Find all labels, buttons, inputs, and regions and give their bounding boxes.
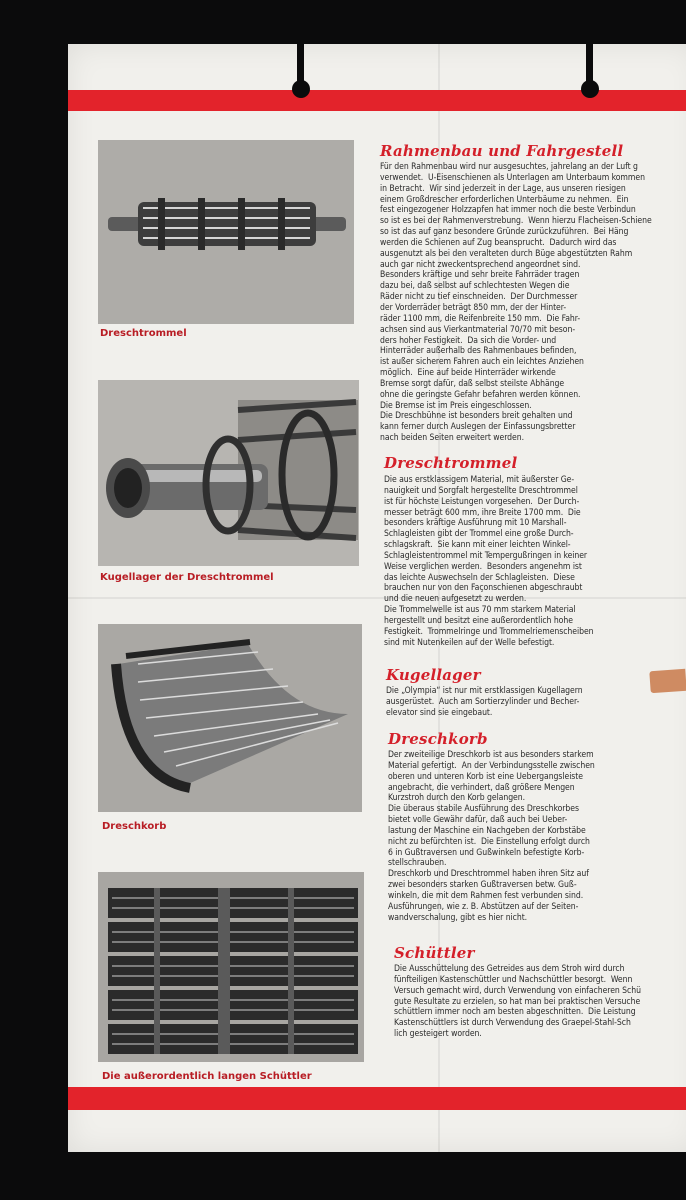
photo-dreschtrommel [98, 140, 354, 324]
caption-schuettler: Die außerordentlich langen Schüttler [102, 1071, 312, 1082]
heading-dreschtrommel: Dreschtrommel [384, 454, 518, 472]
heading-rahmenbau: Rahmenbau und Fahrgestell [380, 142, 624, 160]
text-dreschtrommel: Die aus erstklassigem Material, mit äußerster Ge- nauigkeit und Sorgfalt hergestellte Dreschtrommel ist für höchste Leistungen vorgesehen. Der Durch- messer beträgt 600 mm, ihre Breite 1700 mm. Die besonders kräftige Ausführung mit 10 Marshall- Schlagleisten gibt der Trommel eine große Durch- schlagskraft. Sie kann mit einer leichten Winkel- Schlagleistentrommel mit Tempergußringen in keiner Weise verglichen werden. Besonders angenehm ist das leichte Auswechseln der Schlagleisten. Diese brauchen nur von den Façonschienen abgeschraubt und die neuen aufgesetzt zu werden. Die Trommelwelle ist aus 70 mm starkem Material hergestellt und besitzt eine außerordentlich hohe Festigkeit. Trommelringe und Trommelriemenscheiben sind mit Nutenkeilen auf der Welle befestigt. [384, 475, 594, 648]
text-dreschkorb: Der zweiteilige Dreschkorb ist aus besonders starkem Material gefertigt. An der Verbindungsstelle zwischen oberen und unteren Korb ist eine Uebergangsleiste angebracht, die verhindert, daß größere Mengen Kurzstroh durch den Korb gelangen. Die überaus stabile Ausführung des Dreschkorbes bietet volle Gewähr dafür, daß auch bei Ueber- lastung der Maschine ein Nachgeben der Korbstäbe nicht zu befürchten ist. Die Einstellung erfolgt durch 6 in Gußtraversen und Gußwinkeln befestigte Korb- stellschrauben. Dreschkorb und Dreschtrommel haben ihren Sitz auf zwei besonders starken Gußtraversen betw. Guß- winkeln, die mit dem Rahmen fest verbunden sind. Ausführungen, wie z. B. Abstützen auf der Seiten- wandverschalung, gibt es hier nicht. [388, 750, 595, 923]
bottom-red-band [68, 1087, 686, 1110]
hanging-string-left [297, 36, 304, 86]
punch-hole-right [581, 80, 599, 98]
photo-kugellager [98, 380, 359, 566]
caption-dreschtrommel: Dreschtrommel [100, 328, 187, 339]
adjacent-page-tab [649, 669, 686, 693]
photo-schuettler [98, 872, 364, 1062]
caption-kugellager: Kugellager der Dreschtrommel [100, 572, 274, 583]
heading-kugellager: Kugellager [386, 666, 481, 684]
caption-dreschkorb: Dreschkorb [102, 821, 167, 832]
text-schuettler: Die Ausschüttelung des Getreides aus dem Stroh wird durch fünfteiligen Kastenschüttler und Nachschüttler besorgt. Wenn Versuch gemacht wird, durch Verwendung von einfacheren Schü gute Resultate zu erzielen, so hat man bei praktischen Versuche schüttlern immer noch am besten abgeschnitten. Die Leistung Kastenschüttlers ist durch Verwendung des Graepel-Stahl-Sch lich gesteigert worden. [394, 964, 641, 1040]
photo-dreschkorb [98, 624, 362, 812]
heading-schuettler: Schüttler [394, 944, 475, 962]
punch-hole-left [292, 80, 310, 98]
text-kugellager: Die „Olympia“ ist nur mit erstklassigen Kugellagern ausgerüstet. Auch am Sortierzylinder und Becher- elevator sind sie eingebaut. [386, 686, 583, 718]
text-rahmenbau: Für den Rahmenbau wird nur ausgesuchtes, jahrelang an der Luft g verwendet. U-Eisenschienen als Unterlagen am Unterbaum kommen in Betracht. Wir sind jederzeit in der Lage, aus unseren riesigen einem Großdrescher erforderlichen Unterbäume zu nehmen. Ein fest eingezogener Holzzapfen hat immer noch die beste Verbindun so ist es bei der Rahmenverstrebung. Wenn hierzu Flacheisen-Schiene so ist das auf ganz besondere Gründe zurückzuführen. Bei Häng werden die Schienen auf Zug beansprucht. Dadurch wird das ausgenutzt als bei den veralteten durch Büge abgestützten Rahm auch gar nicht zweckentsprechend angeordnet sind. Besonders kräftige und sehr breite Fahrräder tragen dazu bei, daß selbst auf schlechtesten Wegen die Räder nicht zu tief einschneiden. Der Durchmesser der Vorderräder beträgt 850 mm, der der Hinter- räder 1100 mm, die Reifenbreite 150 mm. Die Fahr- achsen sind aus Vierkantmaterial 70/70 mit beson- ders hoher Festigkeit. Da sich die Vorder- und Hinterräder außerhalb des Rahmenbaues befinden, ist außer sicherem Fahren auch ein leichtes Anziehen möglich. Eine auf beide Hinterräder wirkende Bremse sorgt dafür, daß selbst steilste Abhänge ohne die geringste Gefahr befahren werden können. Die Bremse ist im Preis eingeschlossen. Die Dreschbühne ist besonders breit gehalten und kann ferner durch Auslegen der Einfassungsbretter nach beiden Seiten erweitert werden. [380, 162, 652, 444]
heading-dreschkorb: Dreschkorb [388, 730, 488, 748]
brochure-sheet [68, 44, 686, 1152]
hanging-string-right [586, 36, 593, 86]
